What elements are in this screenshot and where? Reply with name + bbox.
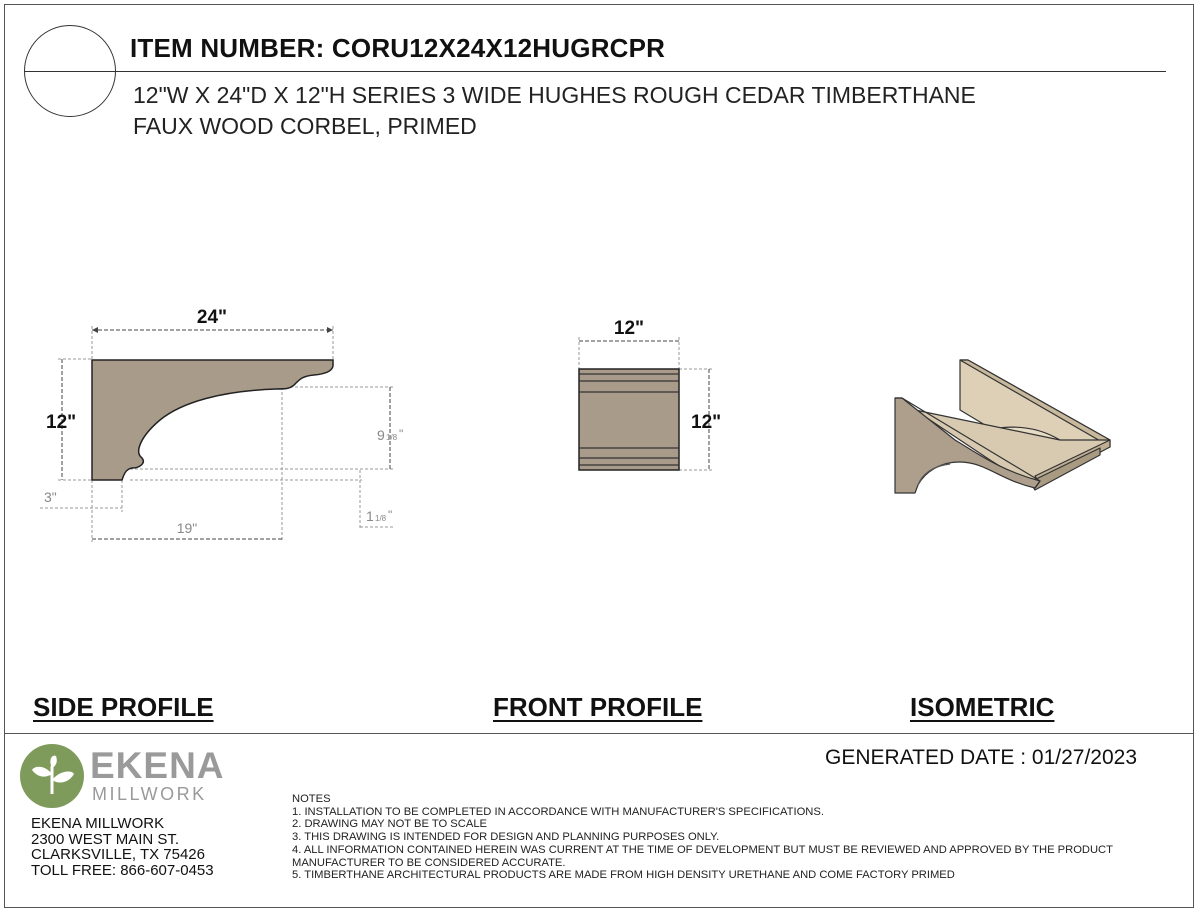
front-profile-label: FRONT PROFILE xyxy=(493,692,703,722)
side-profile-shape xyxy=(92,360,333,480)
notes-title: NOTES xyxy=(292,793,331,805)
company-address xyxy=(31,816,214,878)
dim-curve-height-fraction: 1/8 xyxy=(386,433,398,442)
dim-depth: 24" xyxy=(196,307,228,328)
company-phone: TOLL FREE: 866-607-0453 xyxy=(31,861,214,879)
dim-bottom-lip xyxy=(366,508,392,524)
generated-date: GENERATED DATE : 01/27/2023 xyxy=(825,746,1138,769)
notes-block xyxy=(292,793,1162,882)
front-profile-view xyxy=(579,318,721,470)
note-item: 1. INSTALLATION TO BE COMPLETED IN ACCORDANCE WITH MANUFACTURER'S SPECIFICATIONS. xyxy=(292,805,824,818)
dim-bottom-lip-unit: " xyxy=(388,508,393,522)
item-number: ITEM NUMBER: CORU12X24X12HUGRCPR xyxy=(130,33,666,63)
note-item: 4. ALL INFORMATION CONTAINED HEREIN WAS CURRENT AT THE TIME OF DEVELOPMENT BUT MUST BE REVIEWED AND APPROVED BY THE PRODUCT MANUFACTURER TO BE CONSIDERED ACCURATE. xyxy=(292,843,1113,869)
dim-front-width: 12" xyxy=(613,318,645,339)
dim-side-height: 12" xyxy=(46,412,77,433)
note-item: 3. THIS DRAWING IS INTENDED FOR DESIGN AND PLANNING PURPOSES ONLY. xyxy=(292,831,720,844)
note-item: 5. TIMBERTHANE ARCHITECTURAL PRODUCTS ARE MADE FROM HIGH DENSITY URETHANE AND COME FACTORY PRIMED xyxy=(292,869,955,882)
footer-divider xyxy=(4,733,1194,734)
dim-curve-width: 19" xyxy=(176,520,198,536)
side-profile-label: SIDE PROFILE xyxy=(33,692,214,722)
company-street: 2300 WEST MAIN ST. xyxy=(31,830,180,848)
side-profile-view xyxy=(40,307,403,542)
dim-bottom-lip-whole: 1 xyxy=(366,508,374,524)
dim-curve-height-unit: " xyxy=(399,427,404,441)
logo-subtitle: MILLWORK xyxy=(92,784,207,804)
front-profile-shape xyxy=(579,369,679,470)
company-name: EKENA MILLWORK xyxy=(31,815,165,832)
dim-bottom-offset: 3" xyxy=(44,489,57,505)
isometric-view xyxy=(895,360,1110,493)
leaf-logo-icon xyxy=(20,744,84,808)
company-city: CLARKSVILLE, TX 75426 xyxy=(31,846,205,863)
isometric-label: ISOMETRIC xyxy=(910,692,1055,722)
dim-curve-height-whole: 9 xyxy=(377,427,385,443)
logo-name: EKENA xyxy=(90,745,225,786)
description-line-1: 12"W X 24"D X 12"H SERIES 3 WIDE HUGHES ROUGH CEDAR TIMBERTHANE xyxy=(133,82,976,108)
dim-bottom-lip-fraction: 1/8 xyxy=(375,514,387,523)
company-logo xyxy=(20,744,230,810)
dim-front-height: 12" xyxy=(691,412,722,433)
description-line-2: FAUX WOOD CORBEL, PRIMED xyxy=(133,113,477,139)
note-item: 2. DRAWING MAY NOT BE TO SCALE xyxy=(292,818,487,831)
